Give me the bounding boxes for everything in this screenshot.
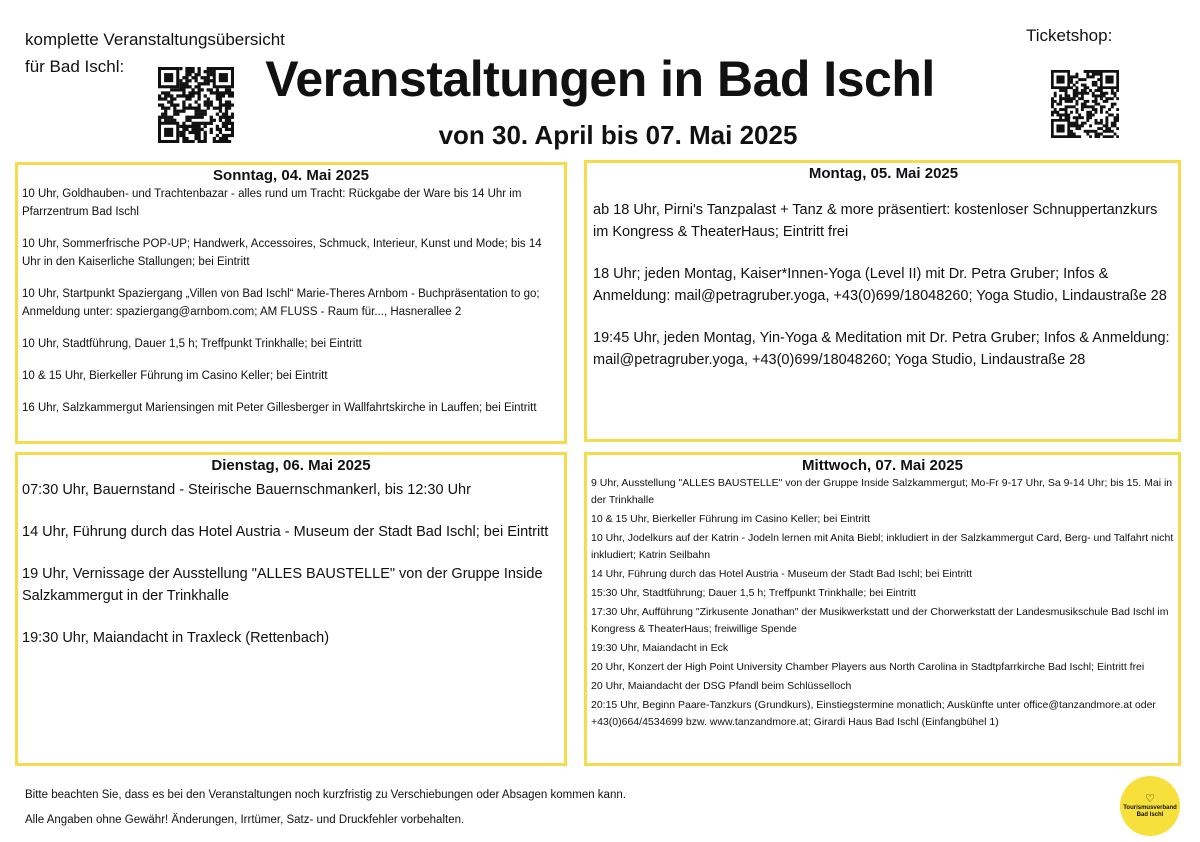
footer-note-1: Bitte beachten Sie, dass es bei den Veranstaltungen noch kurzfristig zu Verschiebungen oder Absagen kommen kann. xyxy=(25,789,626,801)
logo-org-line-1: Tourismusverband xyxy=(1123,805,1177,811)
intro-line-2: für Bad Ischl: xyxy=(25,57,125,76)
logo-org-line-2: Bad Ischl xyxy=(1136,812,1164,818)
day-heading: Montag, 05. Mai 2025 xyxy=(808,165,959,182)
event-item: 19:30 Uhr, Maiandacht in Eck xyxy=(591,642,729,654)
day-heading: Mittwoch, 07. Mai 2025 xyxy=(802,457,963,474)
intro-line-1: komplette Veranstaltungsübersicht xyxy=(25,30,285,49)
event-item: 14 Uhr, Führung durch das Hotel Austria - Museum der Stadt Bad Ischl; bei Eintritt xyxy=(22,524,549,540)
event-item: 10 & 15 Uhr, Bierkeller Führung im Casino Keller; bei Eintritt xyxy=(591,513,870,525)
event-item: 20 Uhr, Maiandacht der DSG Pfandl beim Schlüsselloch xyxy=(591,680,852,692)
event-item: 16 Uhr, Salzkammergut Mariensingen mit Peter Gillesberger in Wallfahrtskirche in Lauffen; bei Eintritt xyxy=(22,402,537,414)
event-item: 14 Uhr, Führung durch das Hotel Austria - Museum der Stadt Bad Ischl; bei Eintritt xyxy=(591,568,973,580)
day-heading: Sonntag, 04. Mai 2025 xyxy=(213,167,369,184)
day-box-tuesday xyxy=(15,452,567,766)
page-title: Veranstaltungen in Bad Ischl xyxy=(265,51,935,107)
event-item: 10 & 15 Uhr, Bierkeller Führung im Casino Keller; bei Eintritt xyxy=(22,370,328,382)
day-box-wednesday xyxy=(584,452,1181,766)
day-box-monday xyxy=(584,160,1181,442)
event-item: 18 Uhr; jeden Montag, Kaiser*Innen-Yoga (Level II) mit Dr. Petra Gruber; Infos & Anmeldung: mail@petragruber.yoga, +43(0)699/18048260; Yoga Studio, Lindaustraße 28 xyxy=(593,266,1167,304)
event-item: 10 Uhr, Stadtführung, Dauer 1,5 h; Treffpunkt Trinkhalle; bei Eintritt xyxy=(22,338,362,350)
event-item: 20 Uhr, Konzert der High Point University Chamber Players aus North Carolina in Stadtpfarrkirche Bad Ischl; Eintritt frei xyxy=(591,661,1145,673)
day-box-sunday xyxy=(15,162,567,444)
event-item: 15:30 Uhr, Stadtführung; Dauer 1,5 h; Treffpunkt Trinkhalle; bei Eintritt xyxy=(591,587,916,599)
event-item: ab 18 Uhr, Pirni's Tanzpalast + Tanz & more präsentiert: kostenloser Schnuppertanzkurs im Kongress & TheaterHaus; Eintritt frei xyxy=(593,202,1158,240)
event-item: 20:15 Uhr, Beginn Paare-Tanzkurs (Grundkurs), Einstiegstermine monatlich; Auskünfte unter office@tanzandmore.at oder +43(0)664/4534699 bzw. www.tanzandmore.at; Girardi Haus Bad Ischl (Einfangbühel 1) xyxy=(591,699,1156,728)
day-heading: Dienstag, 06. Mai 2025 xyxy=(211,457,371,474)
event-item: 10 Uhr, Startpunkt Spaziergang „Villen von Bad Ischl“ Marie-Theres Arnbom - Buchpräsentation to go; Anmeldung unter: spaziergang@arnbom.com; AM FLUSS - Raum für..., Hasnerallee 2 xyxy=(22,288,540,318)
ticketshop-label: Ticketshop: xyxy=(1026,26,1113,45)
event-item: 10 Uhr, Goldhauben- und Trachtenbazar - alles rund um Tracht: Rückgabe der Ware bis 14 Uhr im Pfarrzentrum Bad Ischl xyxy=(22,188,522,218)
tourism-logo xyxy=(1120,776,1180,836)
event-item: 17:30 Uhr, Aufführung "Zirkusente Jonathan" der Musikwerkstatt und der Chorwerkstatt der Landesmusikschule Bad Ischl im Kongress & TheaterHaus; freiwillige Spende xyxy=(591,606,1169,635)
footer-note-2: Alle Angaben ohne Gewähr! Änderungen, Irrtümer, Satz- und Druckfehler vorbehalten. xyxy=(25,814,465,826)
qr-code-icon[interactable] xyxy=(1051,70,1119,138)
event-item: 10 Uhr, Jodelkurs auf der Katrin - Jodeln lernen mit Anita Biebl; inkludiert in der Salzkammergut Card, Berg- und Talfahrt nicht inkludiert; Katrin Seilbahn xyxy=(591,532,1174,561)
page-subtitle: von 30. April bis 07. Mai 2025 xyxy=(438,120,798,150)
heart-icon: ♡ xyxy=(1145,792,1155,805)
event-item: 10 Uhr, Sommerfrische POP-UP; Handwerk, Accessoires, Schmuck, Interieur, Kunst und Mode; bis 14 Uhr in den Kaiserliche Stallungen; bei Eintritt xyxy=(22,238,542,268)
event-item: 19 Uhr, Vernissage der Ausstellung "ALLES BAUSTELLE" von der Gruppe Inside Salzkammergut in der Trinkhalle xyxy=(22,566,543,604)
event-item: 07:30 Uhr, Bauernstand - Steirische Bauernschmankerl, bis 12:30 Uhr xyxy=(22,482,471,498)
event-item: 19:30 Uhr, Maiandacht in Traxleck (Rettenbach) xyxy=(22,630,330,646)
event-item: 19:45 Uhr, jeden Montag, Yin-Yoga & Meditation mit Dr. Petra Gruber; Infos & Anmeldung: mail@petragruber.yoga, +43(0)699/18048260; Yoga Studio, Lindaustraße 28 xyxy=(593,330,1170,368)
event-item: 9 Uhr, Ausstellung "ALLES BAUSTELLE" von der Gruppe Inside Salzkammergut; Mo-Fr 9-17 Uhr, Sa 9-14 Uhr; bis 15. Mai in der Trinkhalle xyxy=(591,477,1173,506)
